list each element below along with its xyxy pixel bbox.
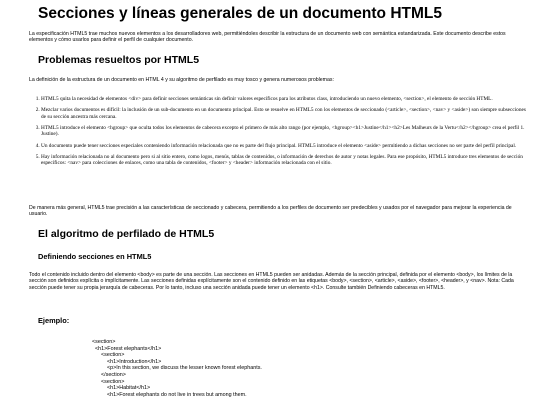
algorithm-paragraph: Todo el contenido incluido dentro del elemento <body> es parte de una sección. Las secciones en HTML5 pueden ser anidadas. Además de la sección principal, definida por el elemento <body>, los límites de la sección son definidos explícita o implícitamente. Las secciones definidas explícitamente son el contenido definido en las etiquetas <body>, <section>, <article>, <aside>, <footer>, <header>, y <nav>. Nota: Cada sección puede tener su propia jerarquía de cabeceras. Por lo tanto, incluso una sección anidada puede tener un elemento <h1>. Consulte también Definiendo cabeceras en HTML5. — [29, 272, 514, 291]
subheading-defining-sections: Definiendo secciones en HTML5 — [38, 252, 152, 261]
list-item: 5. Hay información relacionada no al documento pero si al sitio entero, como logos, menús, tablas de contenidos, o información de derechos de autor y notas legales. Para ese propósito, HTML5 introduce tres elementos de sección específicos: <nav> para colecciones de enlaces, como una tabla de contenidos, <footer> y <header> información relacionada con el sitio. — [41, 154, 527, 166]
example-heading: Ejemplo: — [38, 316, 70, 325]
problems-intro: La definición de la estructura de un documento en HTML 4 y su algoritmo de perfilado es muy tosco y genera numerosos problemas: — [29, 77, 334, 83]
problems-outro: De manera más general, HTML5 trae precisión a las características de seccionado y cabecera, permitiendo a los perfiles de documento ser predecibles y usados por el navegador para mejorar la experiencia de usuario. — [29, 205, 512, 218]
section-heading-problems: Problemas resueltos por HTML5 — [38, 54, 200, 66]
list-item: 1. HTML5 quita la necesidad de elementos <div> para definir secciones semánticas sin definir valores específicos para los atributos class, introduciendo un nuevo elemento, <section>, el elemento de sección HTML. — [41, 96, 527, 102]
list-item: 4. Un documento puede tener secciones especiales conteniendo información relacionada que no es parte del flujo principal. HTML5 introduce el elemento <aside> permitiendo a dichas secciones no ser parte del perfil principal. — [41, 143, 527, 149]
page-title: Secciones y líneas generales de un documento HTML5 — [38, 5, 442, 22]
list-item: 3. HTML5 introduce el elemento <hgroup> que oculta todos los elementos de cabecera excepto el primero de más alto rango (por ejemplo, <hgroup><h1>Justine</h1><h2>Les Malheurs de la Vertu</h2></hgroup> crea el perfil 1. Justine). — [41, 125, 527, 137]
list-item: 2. Mezclar varios documentos es difícil: la inclusión de un sub-documento en un documento principal. Esto se resuelve en HTML5 con los elementos de seccionado (<article>, <section>, <nav> y <aside>) son siempre subsecciones de su sección ancestra más cercana. — [41, 107, 527, 119]
code-example: <section> <h1>Forest elephants</h1> <section> <h1>Introduction</h1> <p>In this section, we discuss the lesser known forest elephants. </section> <section> <h1>Habitat</h1> <h1>Forest elephants do not live in trees but among them. — [92, 339, 262, 398]
section-heading-algorithm: El algoritmo de perfilado de HTML5 — [38, 228, 215, 240]
problems-list — [29, 96, 527, 172]
intro-paragraph: La especificación HTML5 trae muchos nuevos elementos a los desarrolladores web, permitiéndoles describir la estructura de un documento web con semántica estandarizada. Este documento describe estos elementos y cómo usarlos para definir el perfil de cualquier documento. — [29, 31, 506, 44]
